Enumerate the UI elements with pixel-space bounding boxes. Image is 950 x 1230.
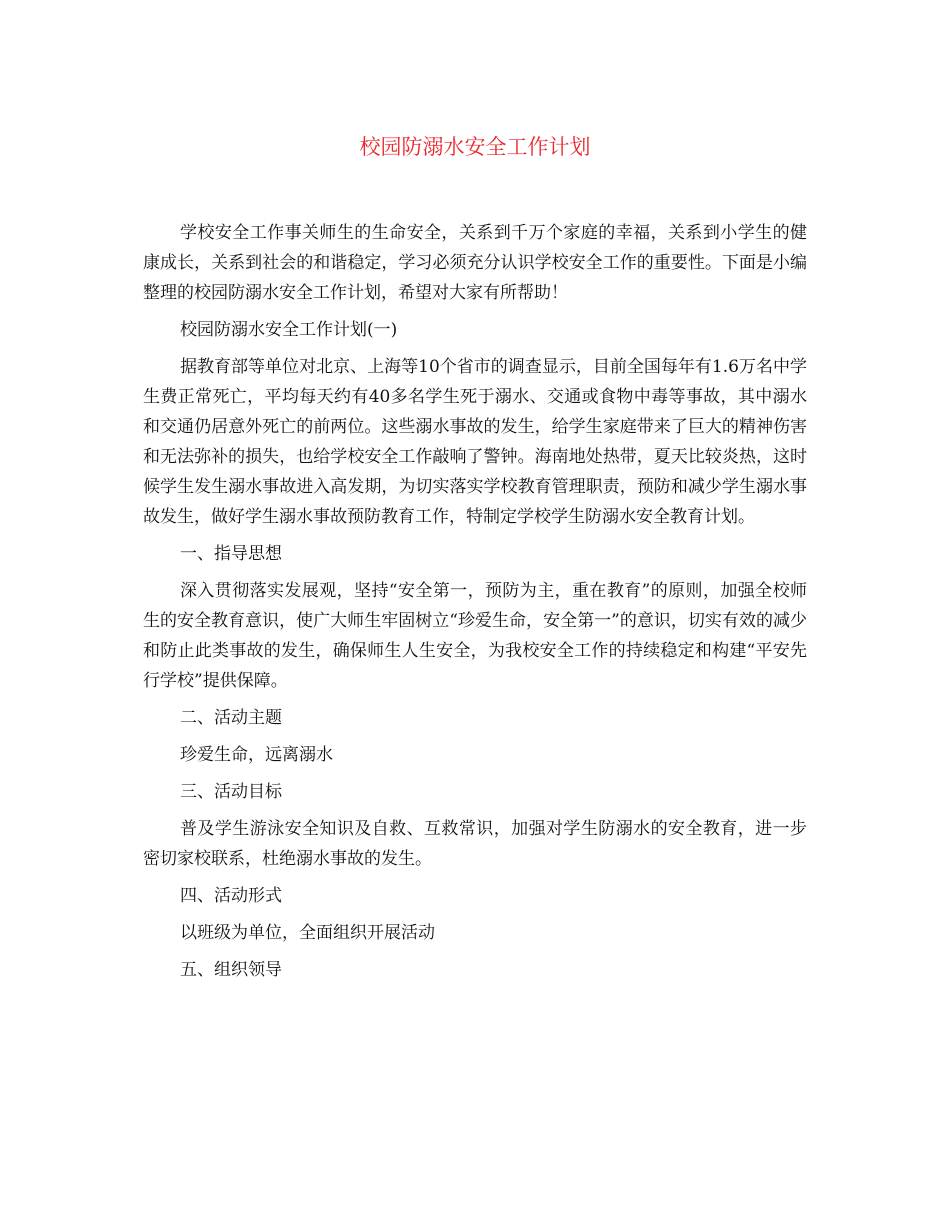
section-heading-activity-form: 四、活动形式 [180,886,282,906]
activity-goal-paragraph: 普及学生游泳安全知识及自救、互救常识，加强对学生防溺水的安全教育，进一步密切家校联系，杜绝溺水事故的发生。 [143,819,807,869]
section-heading-guiding-ideology: 一、指导思想 [180,544,282,564]
intro-paragraph: 学校安全工作事关师生的生命安全，关系到千万个家庭的幸福，关系到小学生的健康成长，关系到社会的和谐稳定，学习必须充分认识学校安全工作的重要性。下面是小编整理的校园防溺水安全工作计划，希望对大家有所帮助！ [143,223,807,303]
section-heading-activity-theme: 二、活动主题 [180,708,282,728]
document-title: 校园防溺水安全工作计划 [359,135,591,159]
background-paragraph: 据教育部等单位对北京、上海等10个省市的调查显示，目前全国每年有1.6万名中学生费正常死亡，平均每天约有40多名学生死于溺水、交通或食物中毒等事故，其中溺水和交通仍居意外死亡的前两位。这些溺水事故的发生，给学生家庭带来了巨大的精神伤害和无法弥补的损失，也给学校安全工作敲响了警钟。海南地处热带，夏天比较炎热，这时候学生发生溺水事故进入高发期，为切实落实学校教育管理职责，预防和减少学生溺水事故发生，做好学生溺水事故预防教育工作，特制定学校学生防溺水安全教育计划。 [143,357,807,527]
guiding-ideology-paragraph: 深入贯彻落实发展观，坚持“安全第一，预防为主，重在教育”的原则，加强全校师生的安全教育意识，使广大师生牢固树立“珍爱生命，安全第一”的意识，切实有效的减少和防止此类事故的发生，确保师生人生安全，为我校安全工作的持续稳定和构建“平安先行学校”提供保障。 [143,581,807,691]
section-heading-organization: 五、组织领导 [180,960,282,980]
activity-theme-paragraph: 珍爱生命，远离溺水 [180,745,333,765]
activity-form-paragraph: 以班级为单位，全面组织开展活动 [180,923,435,943]
document-body [143,218,807,992]
section-heading-plan-one: 校园防溺水安全工作计划(一) [180,320,398,340]
section-heading-activity-goal: 三、活动目标 [180,782,282,802]
